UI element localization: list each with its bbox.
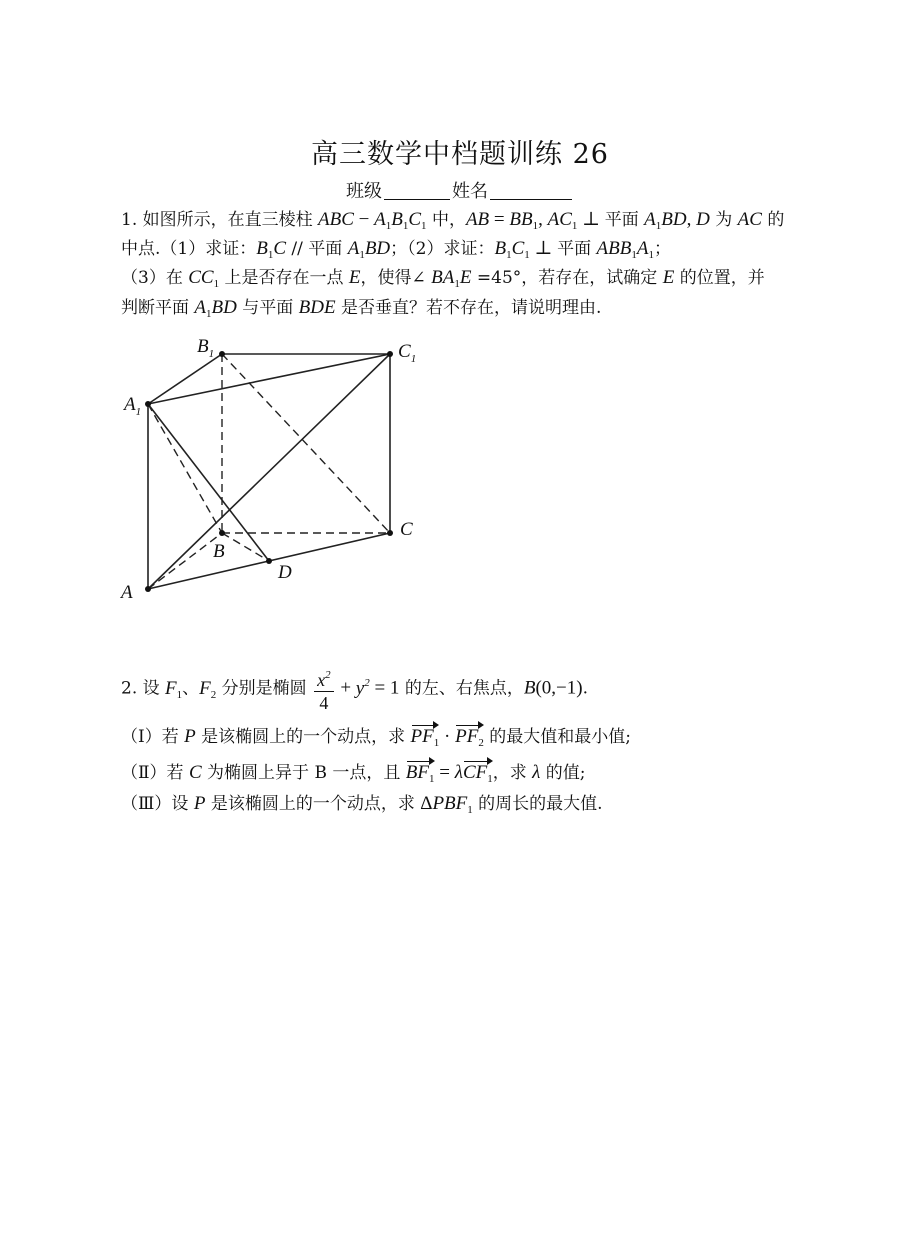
name-blank[interactable] <box>490 181 572 200</box>
prism-figure <box>115 330 435 610</box>
point-B1 <box>219 351 225 357</box>
point-C1 <box>387 351 393 357</box>
problem2-item3: （Ⅲ）设 P 是该椭圆上的一个动点，求 $\Delta PBF_1$ 的周长的最大值. <box>121 793 603 816</box>
label-A: A <box>121 582 133 603</box>
point-B <box>219 530 225 536</box>
edge-B-D <box>222 533 269 561</box>
problem1-line3: （3）在 $CC_1$ 上是否存在一点 E，使得∠ $BA_1E =45^\circ$，若存在，试确定 E 的位置，并 <box>121 267 765 290</box>
point-A <box>145 586 151 592</box>
ellipse-fraction: $\frac{x^2}{4}$ <box>314 664 334 714</box>
problem1-line1: 1. 如图所示，在直三棱柱 ABC − $A_1B_1C_1$ 中，AB = $BB_1$, $AC_1$ ⊥ 平面 $A_1BD$, D 为 AC 的 <box>121 209 785 232</box>
page-title: 高三数学中档题训练 26 <box>311 139 609 170</box>
point-C <box>387 530 393 536</box>
point-A1 <box>145 401 151 407</box>
edge-A-C1 <box>148 354 390 589</box>
class-label: 班级 <box>346 181 382 202</box>
label-D: D <box>278 562 292 583</box>
student-info-line <box>0 177 920 203</box>
problem2-item2: （Ⅱ）若 C 为椭圆上异于 B 一点，且 $BF_1 = \lambda CF_1$，求 λ 的值; <box>121 762 586 785</box>
edge-A1-D <box>148 404 269 561</box>
label-C: C <box>400 519 413 540</box>
name-label: 姓名 <box>452 181 488 202</box>
problem2-item1: （Ⅰ）若 P 是该椭圆上的一个动点，求 $PF_1 \cdot PF_2$ 的最大值和最小值; <box>121 726 631 749</box>
problem2-line1: 2. 设 $F_1$、$F_2$ 分别是椭圆 $\frac{x^2}{4}$ + $y^2 = 1$ 的左、右焦点，B(0,−1). <box>121 664 588 714</box>
problem1-line2: 中点.（1）求证：$B_1C$ // 平面 $A_1BD$；（2）求证：$B_1C_1$ ⊥ 平面 $ABB_1A_1$； <box>121 238 671 261</box>
edge-A1-B <box>148 404 222 533</box>
class-blank[interactable] <box>384 181 450 200</box>
problem1-line4: 判断平面 $A_1BD$ 与平面 BDE 是否垂直？若不存在，请说明理由. <box>121 297 602 320</box>
label-A1: $A_1$ <box>124 394 142 418</box>
label-B1: $B_1$ <box>197 336 215 360</box>
label-B: B <box>213 541 225 562</box>
point-D <box>266 558 272 564</box>
label-C1: $C_1$ <box>398 341 417 365</box>
edge-B1-C <box>222 354 390 533</box>
